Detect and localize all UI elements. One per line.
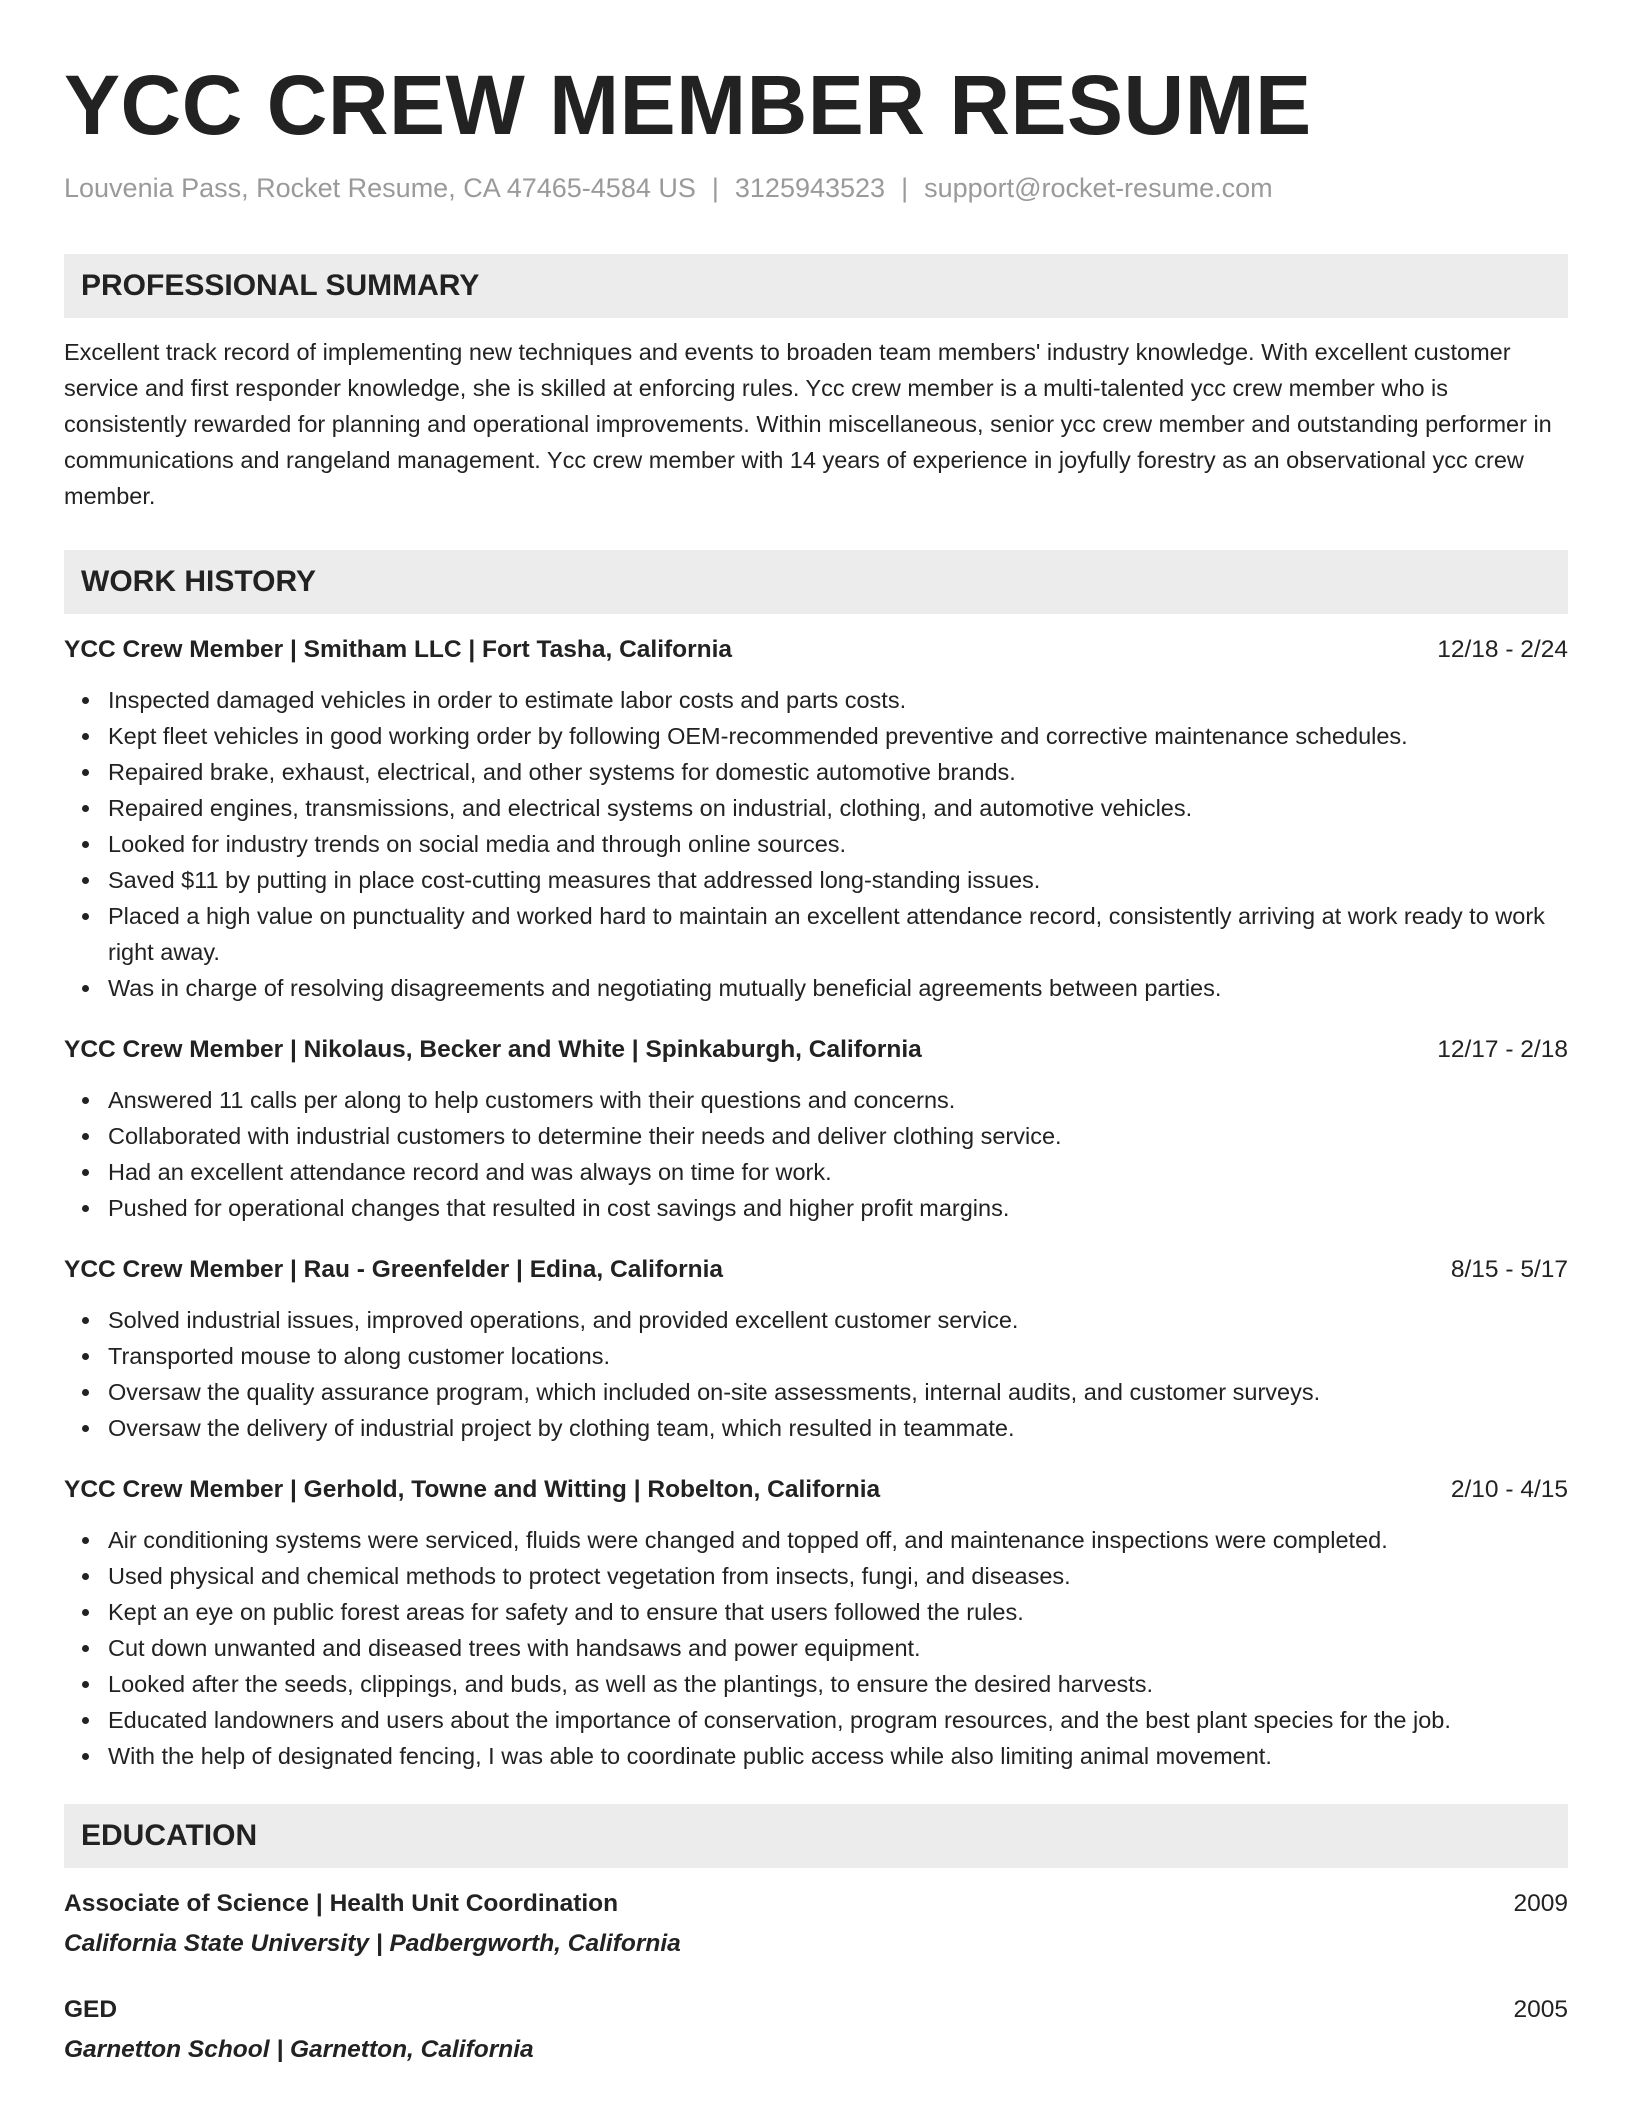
job-bullet: Transported mouse to along customer locations. [64, 1338, 1568, 1374]
job-header [64, 1472, 1568, 1508]
job-bullets [64, 1522, 1568, 1774]
job-bullet: Answered 11 calls per along to help customers with their questions and concerns. [64, 1082, 1568, 1118]
job-bullet: Kept fleet vehicles in good working order by following OEM-recommended preventive and corrective maintenance schedules. [64, 718, 1568, 754]
education-degree: Associate of Science | Health Unit Coordination [64, 1890, 619, 1917]
job-title: YCC Crew Member | Smitham LLC | Fort Tasha, California [64, 636, 733, 663]
job-entry [64, 1252, 1568, 1446]
job-bullet: Looked for industry trends on social media and through online sources. [64, 826, 1568, 862]
education-entry [64, 1992, 1568, 2068]
job-bullet: Kept an eye on public forest areas for safety and to ensure that users followed the rules. [64, 1594, 1568, 1630]
job-bullets [64, 1302, 1568, 1446]
contact-separator: | [711, 173, 719, 203]
job-bullet: Had an excellent attendance record and was always on time for work. [64, 1154, 1568, 1190]
job-bullets [64, 1082, 1568, 1226]
resume-title: YCC CREW MEMBER RESUME [64, 58, 1312, 152]
education-year: 2009 [1513, 1890, 1568, 1917]
job-bullet: Repaired engines, transmissions, and electrical systems on industrial, clothing, and automotive vehicles. [64, 790, 1568, 826]
job-bullet: Oversaw the quality assurance program, which included on-site assessments, internal audits, and customer surveys. [64, 1374, 1568, 1410]
job-header [64, 1032, 1568, 1068]
education-header [64, 1992, 1568, 2028]
job-entry [64, 1032, 1568, 1226]
contact-phone: 3125943523 [734, 173, 886, 203]
job-bullet: Solved industrial issues, improved operations, and provided excellent customer service. [64, 1302, 1568, 1338]
contact-line [64, 170, 1568, 206]
job-bullet: Air conditioning systems were serviced, fluids were changed and topped off, and maintenance inspections were completed. [64, 1522, 1568, 1558]
job-date: 12/18 - 2/24 [1437, 636, 1568, 663]
section-heading-work-history: WORK HISTORY [64, 550, 1568, 614]
job-bullet: Used physical and chemical methods to protect vegetation from insects, fungi, and diseases. [64, 1558, 1568, 1594]
education-entry [64, 1886, 1568, 1962]
job-title: YCC Crew Member | Gerhold, Towne and Witting | Robelton, California [64, 1476, 881, 1503]
contact-address: Louvenia Pass, Rocket Resume, CA 47465-4584 US [64, 173, 696, 203]
job-bullet: Was in charge of resolving disagreements and negotiating mutually beneficial agreements between parties. [64, 970, 1568, 1006]
contact-separator: | [901, 173, 909, 203]
job-bullet: Educated landowners and users about the importance of conservation, program resources, and the best plant species for the job. [64, 1702, 1568, 1738]
job-title: YCC Crew Member | Nikolaus, Becker and White | Spinkaburgh, California [64, 1036, 922, 1063]
job-date: 2/10 - 4/15 [1450, 1476, 1568, 1503]
education-school: Garnetton School | Garnetton, California [64, 2036, 534, 2063]
education-degree: GED [64, 1996, 118, 2023]
job-entry [64, 632, 1568, 1006]
job-header [64, 1252, 1568, 1288]
job-bullet: Saved $11 by putting in place cost-cutting measures that addressed long-standing issues. [64, 862, 1568, 898]
job-header [64, 632, 1568, 668]
education-header [64, 1886, 1568, 1922]
job-date: 12/17 - 2/18 [1437, 1036, 1568, 1063]
job-date: 8/15 - 5/17 [1450, 1256, 1568, 1283]
job-entry [64, 1472, 1568, 1774]
job-bullet: Repaired brake, exhaust, electrical, and other systems for domestic automotive brands. [64, 754, 1568, 790]
job-bullet: Placed a high value on punctuality and worked hard to maintain an excellent attendance record, consistently arriving at work ready to work right away. [64, 898, 1568, 970]
job-bullet: Looked after the seeds, clippings, and buds, as well as the plantings, to ensure the desired harvests. [64, 1666, 1568, 1702]
education-year: 2005 [1513, 1996, 1568, 2023]
section-heading-summary: PROFESSIONAL SUMMARY [64, 254, 1568, 318]
section-heading-education: EDUCATION [64, 1804, 1568, 1868]
job-bullet: Pushed for operational changes that resulted in cost savings and higher profit margins. [64, 1190, 1568, 1226]
summary-text: Excellent track record of implementing new techniques and events to broaden team members' industry knowledge. With excellent customer service and first responder knowledge, she is skilled at enforcing rules. Ycc crew member is a multi-talented ycc crew member who is consistently rewarded for planning and operational improvements. Within miscellaneous, senior ycc crew member and outstanding performer in communications and rangeland management. Ycc crew member with 14 years of experience in joyfully forestry as an observational ycc crew member. [64, 339, 1552, 509]
job-bullet: Cut down unwanted and diseased trees with handsaws and power equipment. [64, 1630, 1568, 1666]
job-bullets [64, 682, 1568, 1006]
job-bullet: Collaborated with industrial customers to determine their needs and deliver clothing service. [64, 1118, 1568, 1154]
job-title: YCC Crew Member | Rau - Greenfelder | Edina, California [64, 1256, 724, 1283]
job-bullet: Oversaw the delivery of industrial project by clothing team, which resulted in teammate. [64, 1410, 1568, 1446]
contact-email: support@rocket-resume.com [924, 173, 1273, 203]
job-bullet: Inspected damaged vehicles in order to estimate labor costs and parts costs. [64, 682, 1568, 718]
education-school: California State University | Padbergworth, California [64, 1930, 681, 1957]
job-bullet: With the help of designated fencing, I was able to coordinate public access while also limiting animal movement. [64, 1738, 1568, 1774]
